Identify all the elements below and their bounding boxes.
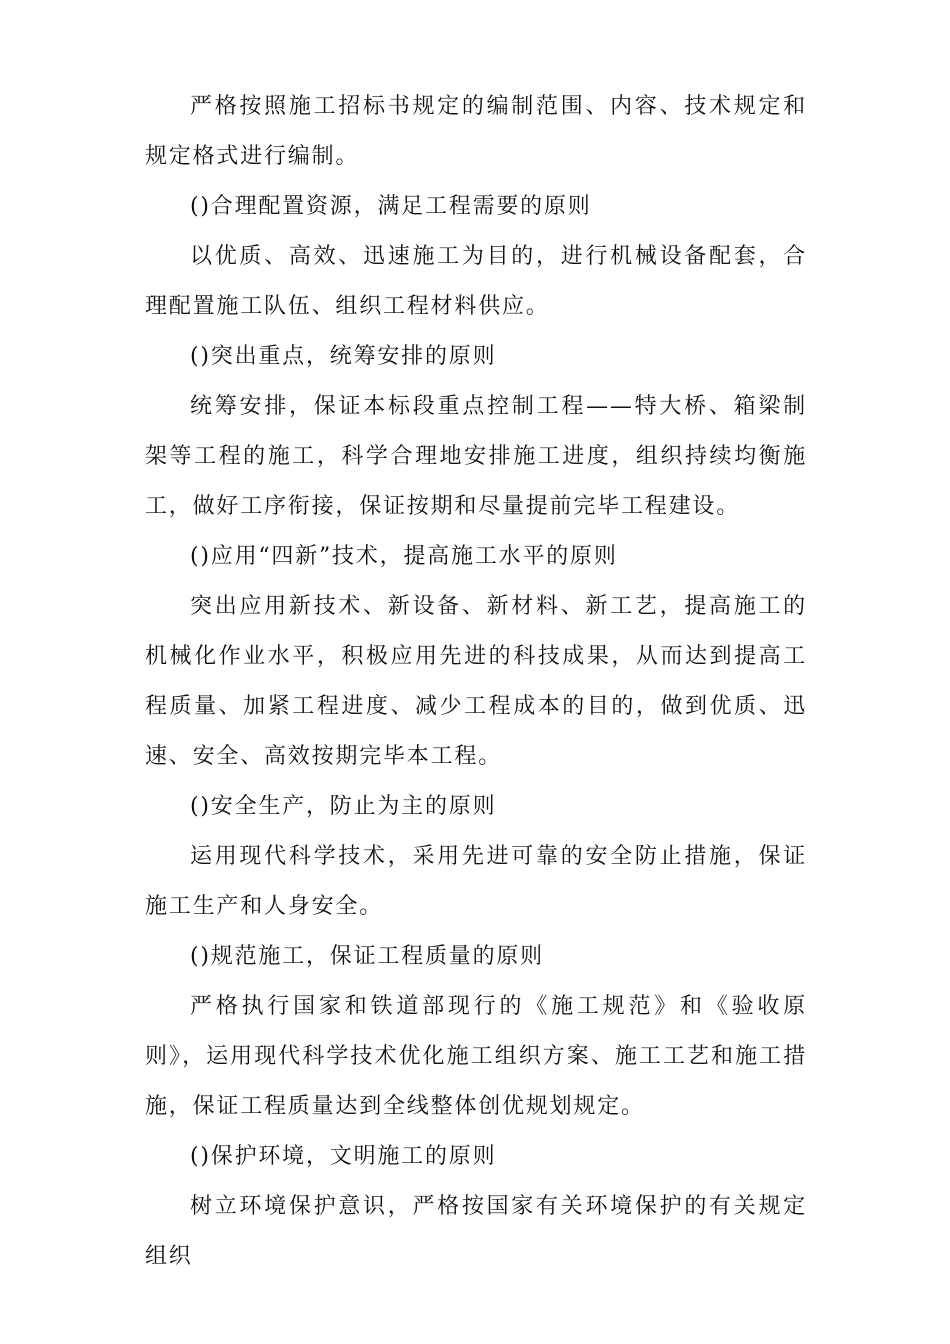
paragraph-resource-allocation: 以优质、高效、迅速施工为目的，进行机械设备配套，合理配置施工队伍、组织工程材料供应。 [145, 244, 807, 319]
heading-standard-construction: ()规范施工，保证工程质量的原则 [190, 944, 544, 969]
document-body [145, 82, 807, 1282]
paragraph-environment-protection: 树立环境保护意识，严格按国家有关环境保护的有关规定组织 [145, 1194, 807, 1269]
heading-resource-allocation: ()合理配置资源，满足工程需要的原则 [190, 194, 592, 219]
paragraph-key-points: 统筹安排，保证本标段重点控制工程——特大桥、箱梁制架等工程的施工，科学合理地安排施工进度，组织持续均衡施工，做好工序衔接，保证按期和尽量提前完毕工程建设。 [145, 394, 807, 519]
heading-environment-protection: ()保护环境，文明施工的原则 [190, 1144, 497, 1169]
paragraph-standard-construction: 严格执行国家和铁道部现行的《施工规范》和《验收原则》，运用现代科学技术优化施工组织方案、施工工艺和施工措施，保证工程质量达到全线整体创优规划规定。 [145, 994, 807, 1119]
paragraph-four-new-technologies: 突出应用新技术、新设备、新材料、新工艺，提高施工的机械化作业水平，积极应用先进的科技成果，从而达到提高工程质量、加紧工程进度、减少工程成本的目的，做到优质、迅速、安全、高效按期完毕本工程。 [145, 594, 807, 769]
heading-safety-production: ()安全生产，防止为主的原则 [190, 794, 497, 819]
heading-key-points: ()突出重点，统筹安排的原则 [190, 344, 497, 369]
paragraph-safety-production: 运用现代科学技术，采用先进可靠的安全防止措施，保证施工生产和人身安全。 [145, 844, 807, 919]
heading-four-new-technologies: ()应用“四新”技术，提高施工水平的原则 [190, 544, 618, 569]
paragraph-compile-scope: 严格按照施工招标书规定的编制范围、内容、技术规定和规定格式进行编制。 [145, 94, 807, 169]
